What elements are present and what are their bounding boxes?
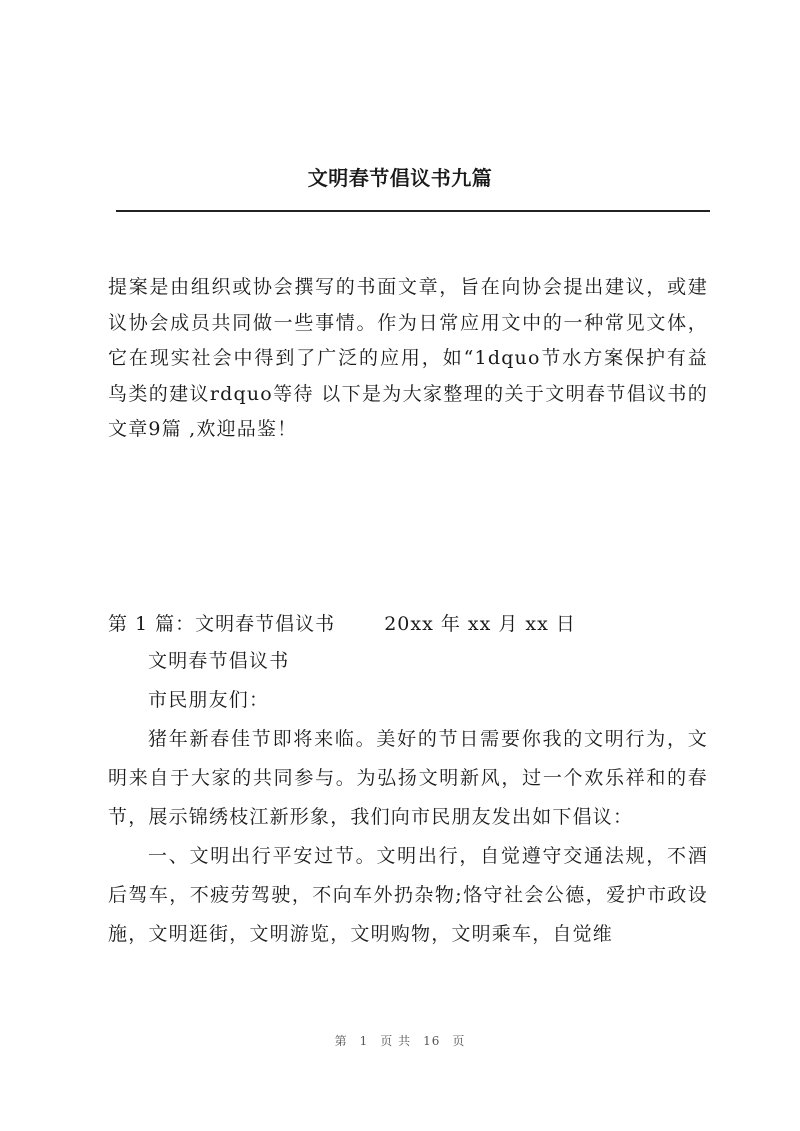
body-paragraph: 猪年新春佳节即将来临。美好的节日需要你我的文明行为，文明来自于大家的共同参与。为弘扬文明新风，过一个欢乐祥和的春节，展示锦绣枝江新形象，我们向市民朋友发出如下倡议： xyxy=(108,728,708,828)
footer-label: 页 xyxy=(452,1034,466,1048)
section-date: 20xx 年 xx 月 xx 日 xyxy=(384,613,576,635)
footer-label: 第 xyxy=(334,1034,348,1048)
page-footer xyxy=(0,1032,800,1049)
footer-label: 页 共 xyxy=(380,1034,412,1048)
salutation: 市民朋友们： xyxy=(148,689,270,711)
section-heading xyxy=(108,606,708,642)
document-title: 文明春节倡议书九篇 xyxy=(307,166,493,190)
footer-total-pages: 16 xyxy=(423,1034,441,1048)
body-paragraph: 一、文明出行平安过节。文明出行，自觉遵守交通法规，不酒后驾车，不疲劳驾驶，不向车外扔杂物;恪守社会公德，爱护市政设施，文明逛街，文明游览，文明购物，文明乘车，自觉维 xyxy=(108,845,708,945)
intro-paragraph: 提案是由组织或协会撰写的书面文章，旨在向协会提出建议，或建议协会成员共同做一些事情。作为日常应用文中的一种常见文体，它在现实社会中得到了广泛的应用，如“1dquo节水方案保护有益鸟类的建议rdquo等待 以下是为大家整理的关于文明春节倡议书的文章9篇 ,欢迎品鉴！ xyxy=(108,276,708,440)
section-subtitle: 文明春节倡议书 xyxy=(148,650,290,672)
title-divider xyxy=(116,210,710,212)
footer-current-page: 1 xyxy=(359,1034,369,1048)
section-1 xyxy=(108,606,708,954)
section-title: 第 1 篇：文明春节倡议书 xyxy=(108,613,336,635)
